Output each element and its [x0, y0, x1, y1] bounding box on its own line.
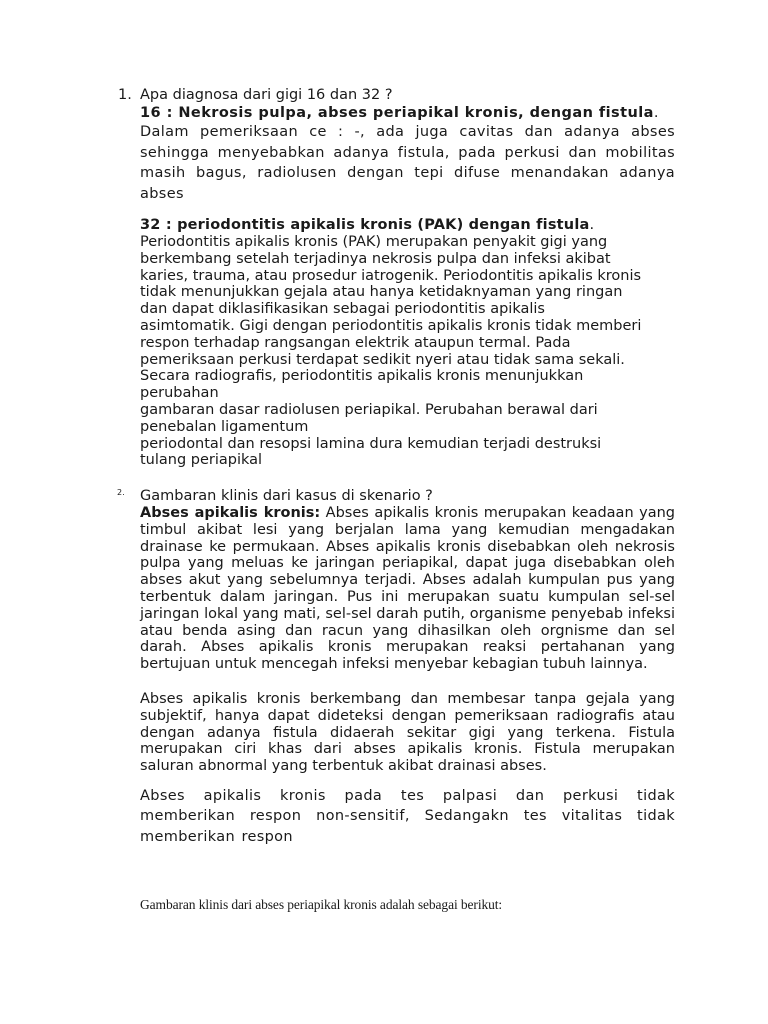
answer-32-line: tidak menunjukkan gejala atau hanya ketidaknyaman yang ringan: [140, 284, 623, 301]
question-2: Gambaran klinis dari kasus di skenario ?: [140, 488, 433, 504]
answer-32-line: karies, trauma, atau prosedur iatrogenik. Periodontitis apikalis kronis: [140, 267, 642, 284]
list-number-1: 1.: [118, 87, 132, 103]
answer-2-paragraph-3: Abses apikalis kronis pada tes palpasi dan perkusi tidak memberikan respon non-sensitif, Sedangakn tes vitalitas tidak memberikan respon: [140, 787, 675, 845]
answer-32-line: asimtomatik. Gigi dengan periodontitis apikalis kronis tidak memberi: [140, 317, 642, 334]
answer-32-line: respon terhadap rangsangan elektrik ataupun termal. Pada: [140, 334, 571, 351]
answer-32-line: tulang periapikal: [140, 452, 263, 469]
question-1: Apa diagnosa dari gigi 16 dan 32 ?: [140, 87, 393, 103]
answer-32-line: perubahan: [140, 385, 219, 402]
answer-32-text: [140, 234, 675, 469]
answer-32-line: Secara radiografis, periodontitis apikalis kronis menunjukkan: [140, 368, 584, 385]
answer-32-line: dan dapat diklasifikasikan sebagai periodontitis apikalis: [140, 301, 545, 318]
answer-32-line: Periodontitis apikalis kronis (PAK) merupakan penyakit gigi yang: [140, 234, 608, 250]
item-2: [140, 488, 675, 847]
footer-line: Gambaran klinis dari abses periapikal kronis adalah sebagai berikut:: [140, 897, 503, 912]
answer-32-heading: 32 : periodontitis apikalis kronis (PAK) dengan fistula.: [140, 217, 595, 233]
answer-32-line: pemeriksaan perkusi terdapat sedikit nyeri atau tidak sama sekali.: [140, 351, 625, 368]
answer-16-heading: 16 : Nekrosis pulpa, abses periapikal kronis, dengan fistula.: [140, 105, 659, 121]
answer-32-line: berkembang setelah terjadinya nekrosis pulpa dan infeksi akibat: [140, 250, 611, 267]
answer-32-line: periodontal dan resopsi lamina dura kemudian terjadi destruksi: [140, 435, 602, 452]
answer-2-paragraph-2: Abses apikalis kronis berkembang dan membesar tanpa gejala yang subjektif, hanya dapat dideteksi dengan pemeriksaan radiografis atau dengan adanya fistula didaerah sekitar gigi yang terkena. Fistula merupakan ciri khas dari abses apikalis kronis. Fistula merupakan saluran abnormal yang terbentuk akibat drainasi abses.: [140, 690, 675, 775]
answer-32-line: gambaran dasar radiolusen periapikal. Perubahan berawal dari: [140, 401, 598, 418]
answer-32-line: penebalan ligamentum: [140, 418, 309, 435]
answer-2-paragraph-1: Abses apikalis kronis: Abses apikalis kronis merupakan keadaan yang timbul akibat lesi yang berjalan lama yang kemudian mengadakan drainase ke permukaan. Abses apikalis kronis disebabkan oleh nekrosis pulpa yang meluas ke jaringan periapikal, dapat juga disebabkan oleh abses akut yang sebelumnya terjadi. Abses adalah kumpulan pus yang terbentuk dalam jaringan. Pus ini merupakan suatu kumpulan sel-sel jaringan lokal yang mati, sel-sel darah putih, organisme penyebab infeksi atau benda asing dan racun yang dihasilkan oleh orgnisme dan sel darah. Abses apikalis kronis merupakan reaksi pertahanan yang bertujuan untuk mencegah infeksi menyebar kebagian tubuh lainnya.: [140, 505, 675, 673]
list-number-2: 2.: [117, 488, 125, 497]
answer-16-text: Dalam pemeriksaan ce : -, ada juga cavitas dan adanya abses sehingga menyebabkan adanya fistula, pada perkusi dan mobilitas masih bagus, radiolusen dengan tepi difuse menandakan adanya abses: [140, 124, 675, 202]
item-1: [140, 87, 675, 469]
